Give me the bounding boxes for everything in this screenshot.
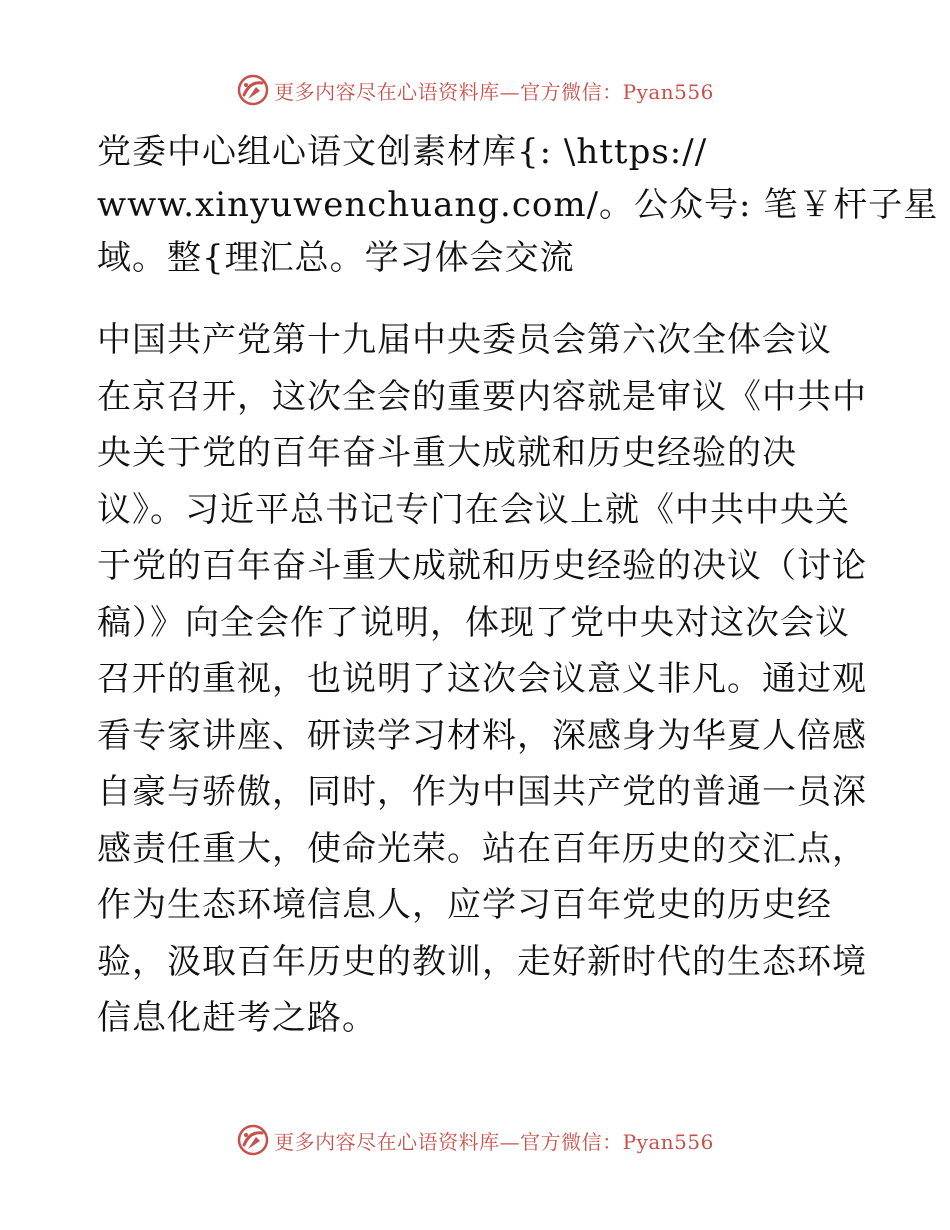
intro-line: 党委中心组心语文创素材库{: \https:// bbox=[97, 132, 708, 172]
footer-banner-content bbox=[236, 1123, 714, 1157]
footer-banner bbox=[0, 1120, 950, 1160]
footer-separator: — bbox=[499, 1129, 521, 1154]
header-banner bbox=[0, 70, 950, 110]
footer-wechat-label: 官方微信： bbox=[520, 1129, 623, 1154]
main-line: 感责任重大，使命光荣。站在百年历史的交汇点， bbox=[97, 828, 867, 869]
main-line: 中国共产党第十九届中央委员会第六次全体会议 bbox=[97, 320, 832, 360]
header-source-text: 更多内容尽在心语资料库 bbox=[274, 79, 500, 104]
intro-line: www.xinyuwenchuang.com/。公众号: 笔￥杆子星 bbox=[97, 185, 939, 225]
main-line: 验，汲取百年历史的教训，走好新时代的生态环境 bbox=[97, 941, 867, 982]
footer-banner-text bbox=[274, 1126, 714, 1155]
main-line: 召开的重视，也说明了这次会议意义非凡。通过观 bbox=[97, 659, 867, 699]
main-line: 作为生态环境信息人，应学习百年党史的历史经 bbox=[97, 885, 832, 925]
footer-wechat-id: Pyan556 bbox=[622, 1129, 714, 1154]
main-line: 信息化赶考之路。 bbox=[97, 998, 377, 1038]
main-paragraph bbox=[97, 312, 867, 1047]
main-line: 议》。习近平总书记专门在会议上就《中共中央关 bbox=[97, 489, 850, 530]
main-line: 在京召开，这次全会的重要内容就是审议《中共中 bbox=[97, 376, 867, 417]
intro-paragraph bbox=[97, 126, 939, 285]
footer-source-text: 更多内容尽在心语资料库 bbox=[274, 1129, 500, 1154]
red-seal-logo-icon bbox=[236, 73, 270, 107]
header-wechat-id: Pyan556 bbox=[622, 79, 714, 104]
main-line: 稿）》向全会作了说明，体现了党中央对这次会议 bbox=[97, 602, 850, 643]
main-line: 央关于党的百年奋斗重大成就和历史经验的决 bbox=[97, 433, 797, 473]
header-separator: — bbox=[499, 79, 521, 104]
header-banner-content bbox=[236, 73, 714, 107]
main-line: 于党的百年奋斗重大成就和历史经验的决议（讨论 bbox=[97, 546, 867, 586]
main-line: 自豪与骄傲，同时，作为中国共产党的普通一员深 bbox=[97, 772, 867, 812]
intro-line: 域。整{理汇总。学习体会交流 bbox=[97, 238, 575, 278]
red-seal-logo-icon bbox=[236, 1123, 270, 1157]
header-banner-text bbox=[274, 76, 714, 105]
header-wechat-label: 官方微信： bbox=[520, 79, 623, 104]
main-line: 看专家讲座、研读学习材料，深感身为华夏人倍感 bbox=[97, 715, 867, 756]
